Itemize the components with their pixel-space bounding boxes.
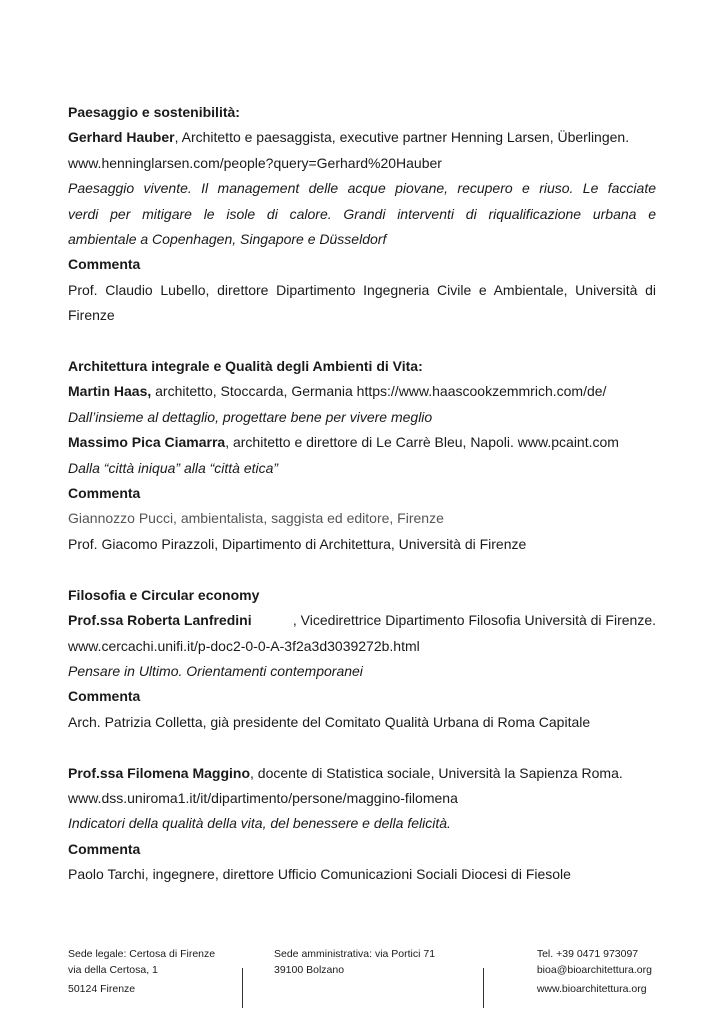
footer-line: Sede legale: Certosa di Firenze (68, 948, 216, 960)
footer-email[interactable]: bioa@bioarchitettura.org (536, 964, 652, 976)
speaker-description: , architetto e direttore di Le Carrè Bleu, Napoli. www.pcaint.com (225, 434, 619, 451)
comment-label: Commenta (68, 840, 141, 857)
speaker-name: Gerhard Hauber (68, 129, 175, 146)
speaker-name: Martin Haas, (68, 383, 152, 400)
talk-topic-line: ambientale a Copenhagen, Singapore e Düsseldorf (68, 231, 387, 248)
commentator-line: Arch. Patrizia Colletta, già presidente del Comitato Qualità Urbana di Roma Capitale (68, 713, 591, 730)
comment-label: Commenta (68, 688, 141, 705)
commentator-line: Paolo Tarchi, ingegnere, direttore Ufficio Comunicazioni Sociali Diocesi di Fiesole (68, 866, 571, 883)
commentator-line: Prof. Claudio Lubello, direttore Dipartimento Ingegneria Civile e Ambientale, Università di (68, 281, 656, 298)
footer-line: 39100 Bolzano (274, 964, 345, 976)
speaker-line (68, 379, 656, 404)
speaker-url[interactable]: www.henninglarsen.com/people?query=Gerhard%20Hauber (68, 154, 442, 171)
section-title: Architettura integrale e Qualità degli Ambienti di Vita: (68, 358, 423, 375)
speaker-description: , docente di Statistica sociale, Università la Sapienza Roma. (250, 764, 623, 781)
footer-divider (242, 968, 243, 1008)
page-footer (68, 946, 656, 1012)
talk-topic-line: Pensare in Ultimo. Orientamenti contemporanei (68, 662, 363, 679)
section-title: Paesaggio e sostenibilità: (68, 104, 240, 120)
speaker-name: Prof.ssa Filomena Maggino (68, 764, 251, 781)
footer-contacts (537, 946, 652, 997)
speaker-line (68, 761, 656, 786)
speaker-name: Prof.ssa Roberta Lanfredini (68, 612, 252, 629)
comment-label: Commenta (68, 485, 141, 502)
footer-line: 50124 Firenze (68, 983, 136, 995)
speaker-line (68, 125, 656, 150)
footer-line: Sede amministrativa: via Portici 71 (274, 948, 436, 960)
commentator-line: Firenze (68, 307, 115, 324)
speaker-line (68, 430, 656, 455)
speaker-url[interactable]: www.dss.uniroma1.it/it/dipartimento/persone/maggino-filomena (68, 789, 458, 806)
speaker-description: architetto, Stoccarda, Germania https://www.haascookzemmrich.com/de/ (151, 383, 607, 400)
speaker-line (68, 608, 656, 633)
footer-admin-address (274, 946, 435, 978)
talk-topic-line: Indicatori della qualità della vita, del benessere e della felicità. (68, 815, 451, 832)
footer-legal-address (68, 946, 215, 997)
document-body (68, 100, 656, 888)
section-spacer (68, 329, 656, 354)
comment-label: Commenta (68, 256, 141, 273)
talk-topic-line: Dalla “città iniqua” alla “città etica” (68, 459, 279, 476)
talk-topic-line: Dall’insieme al dettaglio, progettare bene per vivere meglio (68, 408, 433, 425)
footer-divider (483, 968, 484, 1008)
speaker-name: Massimo Pica Ciamarra (68, 434, 226, 451)
speaker-description: , Vicedirettrice Dipartimento Filosofia Università di Firenze. (292, 612, 656, 629)
commentator-line: Giannozzo Pucci, ambientalista, saggista ed editore, Firenze (68, 510, 444, 527)
speaker-url[interactable]: www.cercachi.unifi.it/p-doc2-0-0-A-3f2a3d3039272b.html (68, 637, 420, 654)
talk-topic-line: verdi per mitigare le isole di calore. Grandi interventi di riqualificazione urbana e (68, 205, 656, 222)
section-spacer (68, 557, 656, 582)
talk-topic-line: Paesaggio vivente. Il management delle acque piovane, recupero e riuso. Le facciate (68, 180, 656, 197)
footer-line: via della Certosa, 1 (68, 964, 158, 976)
section-title: Filosofia e Circular economy (68, 586, 260, 603)
footer-website[interactable]: www.bioarchitettura.org (536, 983, 647, 995)
footer-phone: Tel. +39 0471 973097 (536, 948, 639, 960)
commentator-line: Prof. Giacomo Pirazzoli, Dipartimento di Architettura, Università di Firenze (68, 535, 527, 552)
speaker-description: , Architetto e paesaggista, executive partner Henning Larsen, Überlingen. (174, 129, 630, 146)
section-spacer (68, 735, 656, 760)
